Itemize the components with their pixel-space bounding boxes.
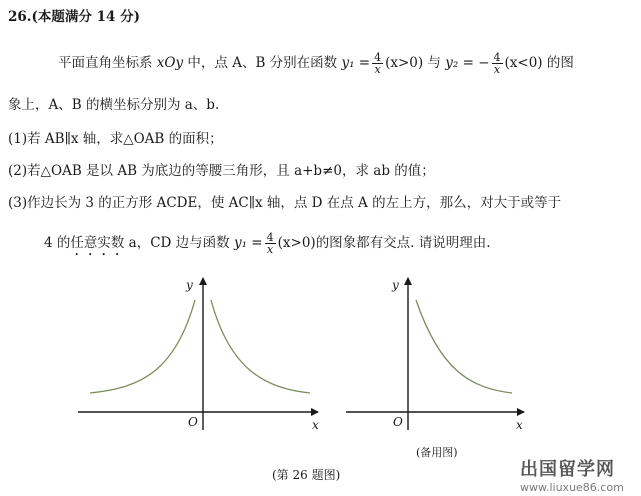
- fraction-numerator: 4: [493, 51, 501, 64]
- problem-line-2: 象上，A、B 的横坐标分别为 a、b.: [8, 97, 220, 113]
- intro-with: 与: [423, 55, 446, 71]
- fraction-numerator: 4: [266, 231, 274, 244]
- left-y-label: y: [186, 278, 193, 292]
- fraction-numerator: 4: [374, 51, 382, 64]
- left-figure: [78, 278, 318, 430]
- function-y2-label: y₂ = −: [445, 55, 490, 71]
- fraction-denominator: x: [374, 63, 381, 76]
- intro-of-graph: 的图: [542, 55, 574, 71]
- left-origin-label: O: [188, 415, 198, 429]
- backup-figure-caption: (备用图): [416, 446, 458, 459]
- left-x-label: x: [312, 418, 319, 432]
- score-note: (本题满分 14 分): [31, 9, 140, 25]
- right-origin-label: O: [393, 415, 403, 429]
- figure-caption: (第 26 题图): [272, 468, 341, 482]
- right-figure: [346, 278, 524, 430]
- q3b-text-b: a，CD 边与函数: [124, 235, 234, 251]
- fraction-denominator: x: [267, 243, 274, 256]
- condition-positive: (x>0): [385, 55, 424, 71]
- right-curve-pos: [416, 300, 512, 393]
- intro-text-b: 中，点 A、B 分别在函数: [183, 55, 342, 71]
- q3b-text-c: 的图象都有交点. 请说明理由.: [315, 235, 491, 251]
- right-x-label: x: [516, 418, 523, 432]
- function-y1-label-repeat: y₁ =: [233, 235, 263, 251]
- q3b-emphasis: 任意实数: [70, 235, 125, 251]
- problem-number: 26.: [8, 9, 32, 25]
- left-curve-neg: [90, 300, 195, 393]
- intro-xoy: xOy: [156, 55, 184, 71]
- question-3: (3)作边长为 3 的正方形 ACDE，使 AC∥x 轴，点 D 在点 A 的左上方，那么，对大于或等于: [8, 195, 562, 211]
- condition-positive-repeat: (x>0): [277, 235, 316, 251]
- q3b-text-a: 4 的: [44, 235, 71, 251]
- condition-negative: (x<0): [504, 55, 543, 71]
- left-curve-pos: [211, 300, 310, 393]
- watermark-url: www.liuxue86.com: [520, 481, 624, 494]
- fraction-denominator: x: [493, 63, 501, 76]
- intro-text-a: 平面直角坐标系: [58, 55, 157, 71]
- question-2: (2)若△OAB 是以 AB 为底边的等腰三角形，且 a+b≠0，求 ab 的值；: [8, 163, 435, 179]
- function-y1-label: y₁ =: [341, 55, 371, 71]
- watermark: [520, 455, 624, 494]
- right-y-label: y: [392, 278, 399, 292]
- watermark-text: 出国留学网: [520, 459, 615, 480]
- question-1: (1)若 AB∥x 轴，求△OAB 的面积；: [8, 131, 223, 147]
